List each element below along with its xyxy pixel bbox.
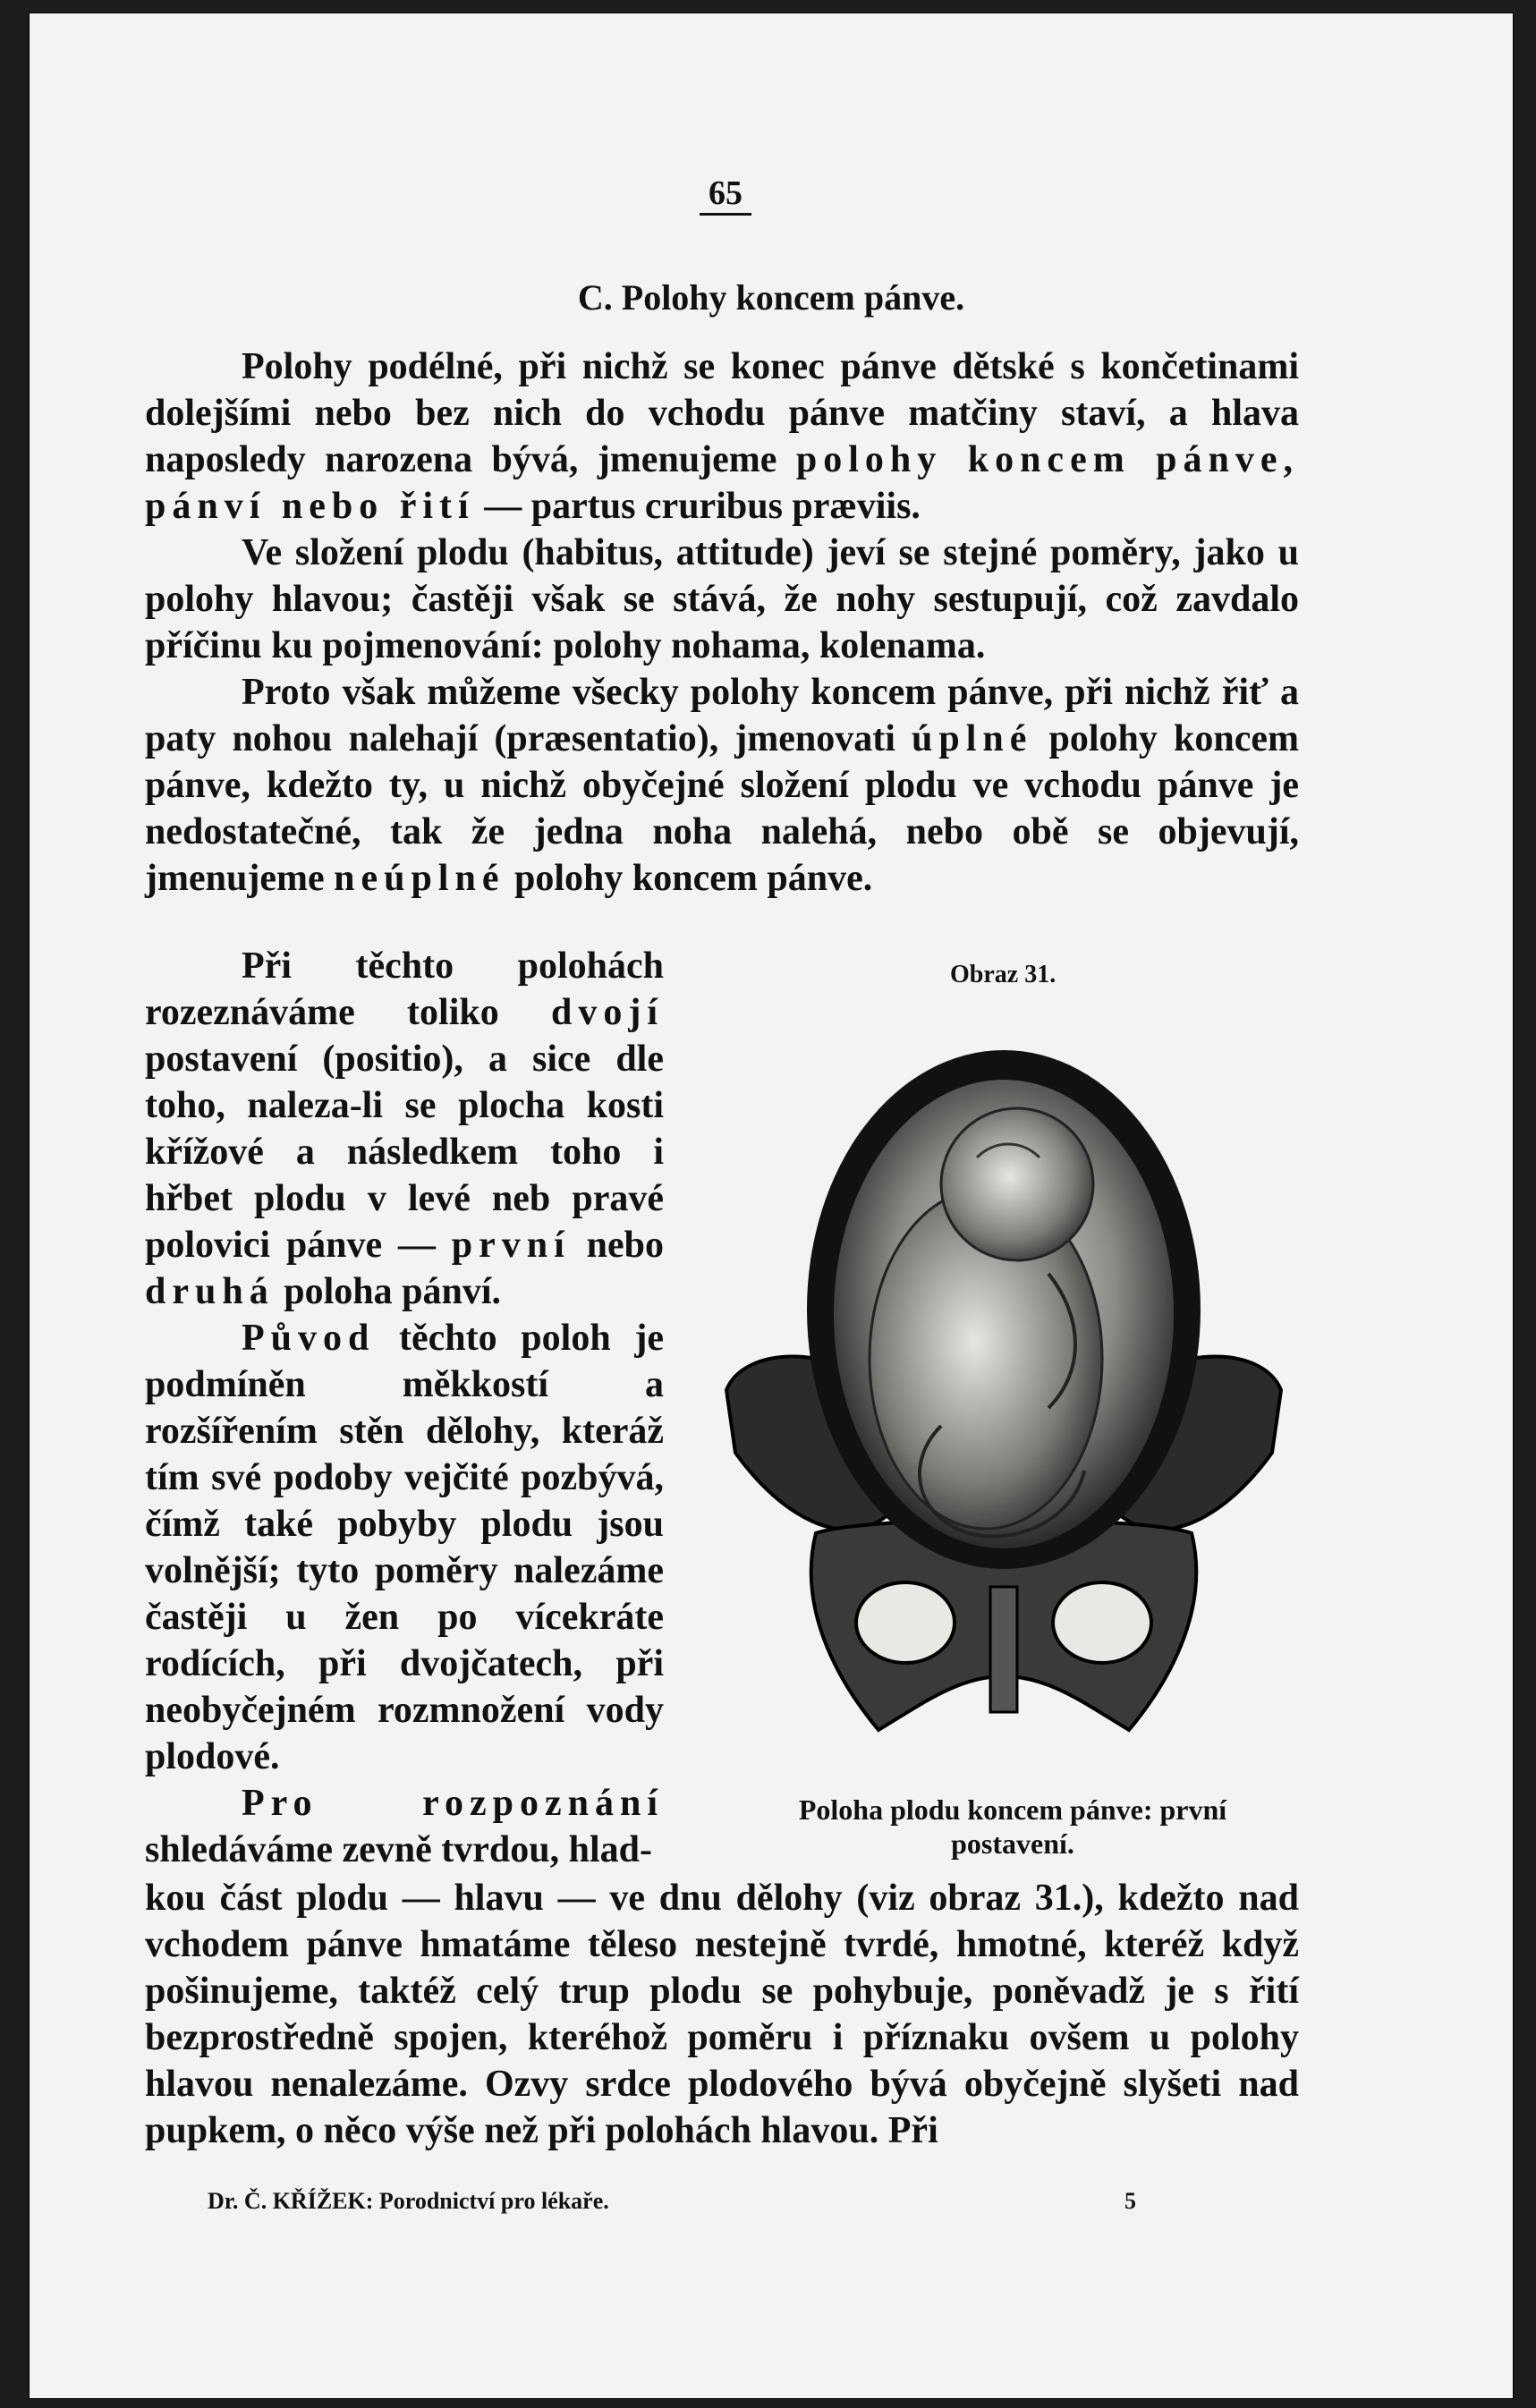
paragraph-6-continued: kou část plodu — hlavu — ve dnu dělohy (viz obraz 31.), kdežto nad vchodem pánve hmatáme těleso nestejně tvrdé, hmotné, kteréž když pošinujeme, taktéž celý trup plodu se pohybuje, poněvadž je s řití bezprostředně spojen, kteréhož poměru i příznaku ovšem u polohy hlavou nenalezáme. Ozvy srdce plodového bývá obyčejně slyšeti nad pupkem, o něco výše než při polohách hlavou. Při (145, 1878, 1299, 2151)
paragraph-2: Ve složení plodu (habitus, attitude) jeví se stejné poměry, jako u polohy hlavou; častěji však se stává, že nohy sestupují, což zavdalo příčinu ku pojmenování: polohy nohama, kolenama. (145, 532, 1299, 666)
page-number: 65 (700, 174, 751, 216)
figure-label: Obraz 31. (950, 961, 1057, 988)
section-title: C. Polohy koncem pánve. (577, 277, 965, 318)
paragraph-4: Při těchto polohách rozeznáváme toliko dvojí postavení (positio), a sice dle toho, naleza-li se plocha kosti křížové a následkem toho i hřbet plodu v levé neb pravé polovici pánve — první nebo druhá poloha pánví. (145, 945, 664, 1312)
paragraph-5: Původ těchto poloh je podmíněn měkkostí a rozšířením stěn dělohy, kteráž tím své podoby vejčité pozbývá, čímž také pobyby plodu jsou volnější; tyto poměry nalezáme častěji u žen po vícekráte rodících, při dvojčatech, při neobyčejném rozmnožení vody plodové. (145, 1318, 664, 1777)
footer-author-title: Dr. Č. KŘÍŽEK: Porodnictví pro lékaře. (208, 2188, 609, 2214)
figure-caption: Poloha plodu koncem pánve: první postavení. (798, 1793, 1227, 1860)
paragraph-3: Proto však můžeme všecky polohy koncem pánve, při nichž řiť a paty nohou nalehají (præsentatio), jmenovati úplné polohy koncem pánve, kdežto ty, u nichž obyčejné složení plodu ve vchodu pánve je nedostatečné, tak že jedna noha nalehá, nebo obě se objevují, jmenujeme neúplné polohy koncem pánve. (145, 672, 1299, 899)
figure-fetus-pelvis-illustration (709, 1050, 1299, 1757)
paragraph-1: Polohy podélné, při nichž se konec pánve dětské s končetinami dolejšími nebo bez nich do vchodu pánve matčiny staví, a hlava naposledy narozena bývá, jmenujeme polohy koncem pánve, pánví nebo řití — partus cruribus præviis. (145, 346, 1300, 527)
body-text-bottom (145, 1875, 1299, 2154)
body-text-top (145, 343, 1299, 902)
body-text-column (145, 943, 664, 1873)
footer-signature-mark: 5 (1124, 2188, 1136, 2214)
page-sheet (29, 13, 1514, 2399)
paragraph-6-start: Pro rozpoznání shledáváme zevně tvrdou, hlad- (145, 1783, 664, 1870)
